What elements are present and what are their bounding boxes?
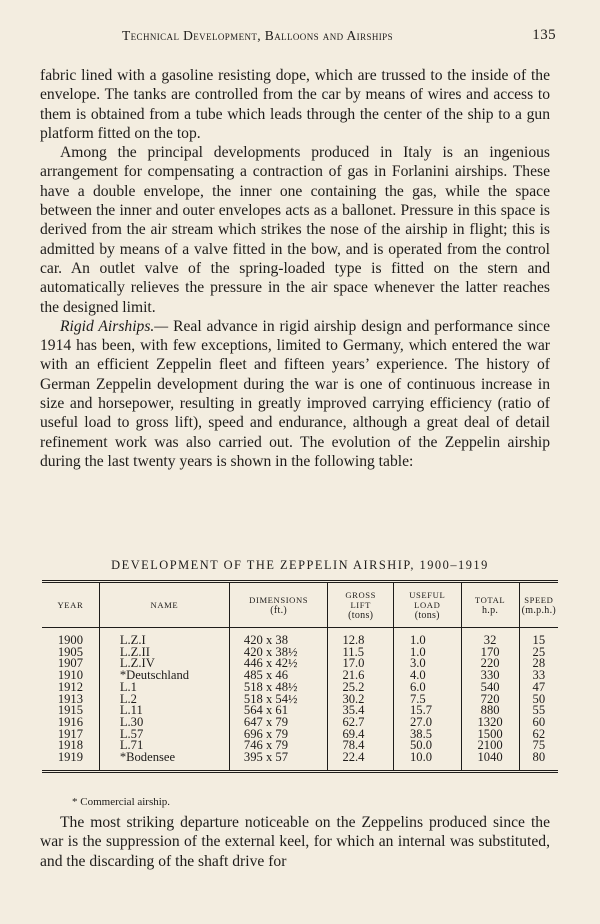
cell-gross-lift: 22.4 [328, 752, 394, 771]
header-year: YEAR [42, 582, 99, 628]
header-total-hp: TOTAL h.p. [461, 582, 519, 628]
cell-speed: 55 [519, 705, 558, 717]
cell-total-hp: 330 [461, 670, 519, 682]
cell-year: 1918 [57, 738, 83, 753]
header-useful-load: USEFUL LOAD (tons) [393, 582, 461, 628]
cell-total-hp: 880 [461, 705, 519, 717]
cell-total-hp: 170 [461, 647, 519, 659]
cell-useful-load: 1.0 [393, 647, 461, 659]
cell-dimensions: 647 x 79 [229, 717, 328, 729]
cell-gross-lift: 30.2 [328, 694, 394, 706]
page-number: 135 [532, 27, 556, 43]
cell-name: L.Z.I [99, 628, 229, 647]
cell-dimensions: 518 x 48½ [229, 682, 328, 694]
cell-speed: 80 [519, 752, 558, 771]
header-dimensions: DIMENSIONS (ft.) [229, 582, 328, 628]
cell-year: 1919 [57, 750, 83, 765]
cell-speed: 75 [519, 740, 558, 752]
paragraph-postwar-zeppelins: The most striking departure noticeable on the Zeppelins produced since the war is the suppression of the external keel, for which an internal was substituted, and the discarding of the shaft drive for [40, 814, 550, 870]
running-title: Technical Development, Balloons and Airships [122, 28, 393, 43]
cell-gross-lift: 12.8 [328, 628, 394, 647]
paragraph-rigid-airships-text: Real advance in rigid airship design and performance since 1914 has been, with few exceptions, limited to Germany, which entered the war with an efficient Zeppelin fleet and fifteen years’ experience. The history of German Zeppelin development during the war is one of continuous increase in size and horsepower, resulting in greatly improved carrying efficiency (ratio of useful load to gross lift), speed and endurance, although a great deal of detail refinement work was also carried out. The evolution of the Zeppelin airship during the last twenty years is shown in the following table: [40, 317, 551, 470]
cell-gross-lift: 17.0 [328, 658, 394, 670]
cell-dimensions: 746 x 79 [229, 740, 328, 752]
cell-name: L.11 [99, 705, 229, 717]
zeppelin-development-table [42, 580, 558, 773]
cell-useful-load: 3.0 [393, 658, 461, 670]
body-text-top [40, 66, 550, 471]
table-row [42, 628, 558, 647]
table-footnote: * Commercial airship. [72, 796, 171, 808]
cell-dimensions: 420 x 38½ [229, 647, 328, 659]
cell-useful-load: 10.0 [393, 752, 461, 771]
cell-name: *Deutschland [99, 670, 229, 682]
cell-gross-lift: 25.2 [328, 682, 394, 694]
cell-name: *Bodensee [99, 752, 229, 771]
cell-gross-lift: 69.4 [328, 729, 394, 741]
cell-speed: 33 [519, 670, 558, 682]
cell-dimensions: 564 x 61 [229, 705, 328, 717]
cell-useful-load: 7.5 [393, 694, 461, 706]
table-caption: DEVELOPMENT OF THE ZEPPELIN AIRSHIP, 1900–1919 [111, 558, 489, 572]
table-header-row [42, 582, 558, 628]
cell-total-hp: 2100 [461, 740, 519, 752]
cell-dimensions: 485 x 46 [229, 670, 328, 682]
cell-dimensions: 518 x 54½ [229, 694, 328, 706]
paragraph-rigid-airships [40, 317, 550, 471]
cell-speed: 28 [519, 658, 558, 670]
cell-year: 1907 [57, 656, 83, 671]
cell-total-hp: 540 [461, 682, 519, 694]
cell-dimensions: 446 x 42½ [229, 658, 328, 670]
cell-total-hp: 1500 [461, 729, 519, 741]
cell-total-hp: 1040 [461, 752, 519, 771]
cell-useful-load: 15.7 [393, 705, 461, 717]
cell-dimensions: 420 x 38 [229, 628, 328, 647]
header-gross-lift: GROSS LIFT (tons) [328, 582, 394, 628]
cell-total-hp: 220 [461, 658, 519, 670]
cell-gross-lift: 78.4 [328, 740, 394, 752]
cell-useful-load: 27.0 [393, 717, 461, 729]
running-head [40, 26, 556, 46]
section-heading-rigid-airships: Rigid Airships.— [60, 317, 169, 335]
cell-year: 1912 [57, 679, 83, 694]
cell-useful-load: 38.5 [393, 729, 461, 741]
cell-year: 1905 [57, 644, 83, 659]
cell-speed: 62 [519, 729, 558, 741]
cell-gross-lift: 62.7 [328, 717, 394, 729]
cell-dimensions: 696 x 79 [229, 729, 328, 741]
cell-gross-lift: 21.6 [328, 670, 394, 682]
cell-year: 1917 [57, 726, 83, 741]
cell-useful-load: 4.0 [393, 670, 461, 682]
table-row [42, 752, 558, 771]
cell-total-hp: 32 [461, 628, 519, 647]
cell-useful-load: 6.0 [393, 682, 461, 694]
cell-name: L.Z.IV [99, 658, 229, 670]
cell-speed: 15 [519, 628, 558, 647]
cell-useful-load: 50.0 [393, 740, 461, 752]
paragraph-continued: fabric lined with a gasoline resisting dope, which are trussed to the inside of the envelope. The tanks are controlled from the car by means of wires and access to them is obtained from a tube which leads through the center of the ship to a gun platform fitted on the top. [40, 67, 550, 142]
cell-dimensions: 395 x 57 [229, 752, 328, 771]
cell-year: 1910 [57, 668, 83, 683]
cell-speed: 47 [519, 682, 558, 694]
cell-year: 1915 [57, 703, 83, 718]
cell-gross-lift: 11.5 [328, 647, 394, 659]
header-name: NAME [99, 582, 229, 628]
cell-total-hp: 1320 [461, 717, 519, 729]
cell-name: L.2 [99, 694, 229, 706]
cell-gross-lift: 35.4 [328, 705, 394, 717]
cell-year: 1913 [57, 691, 83, 706]
cell-speed: 25 [519, 647, 558, 659]
cell-year: 1900 [57, 633, 83, 647]
cell-name: L.1 [99, 682, 229, 694]
paragraph-italy: Among the principal developments produced in Italy is an ingenious arrangement for compensating a contraction of gas in Forlanini airships. These have a double envelope, the inner one containing the gas, while the space between the inner and outer envelopes acts as a ballonet. Pressure in this space is derived from the air stream which strikes the nose of the airship in flight; this is admitted by means of a valve fitted in the bow, and is operated from the control car. An outlet valve of the spring-loaded type is fitted on the stern and automatically relieves the pressure in the air space whenever the latter reaches the designed limit. [40, 144, 550, 316]
header-speed: SPEED (m.p.h.) [519, 582, 558, 628]
cell-name: L.Z.II [99, 647, 229, 659]
cell-name: L.30 [99, 717, 229, 729]
cell-total-hp: 720 [461, 694, 519, 706]
cell-useful-load: 1.0 [393, 628, 461, 647]
cell-name: L.71 [99, 740, 229, 752]
cell-speed: 50 [519, 694, 558, 706]
cell-year: 1916 [57, 714, 83, 729]
cell-speed: 60 [519, 717, 558, 729]
cell-name: L.57 [99, 729, 229, 741]
body-text-bottom [40, 813, 550, 871]
